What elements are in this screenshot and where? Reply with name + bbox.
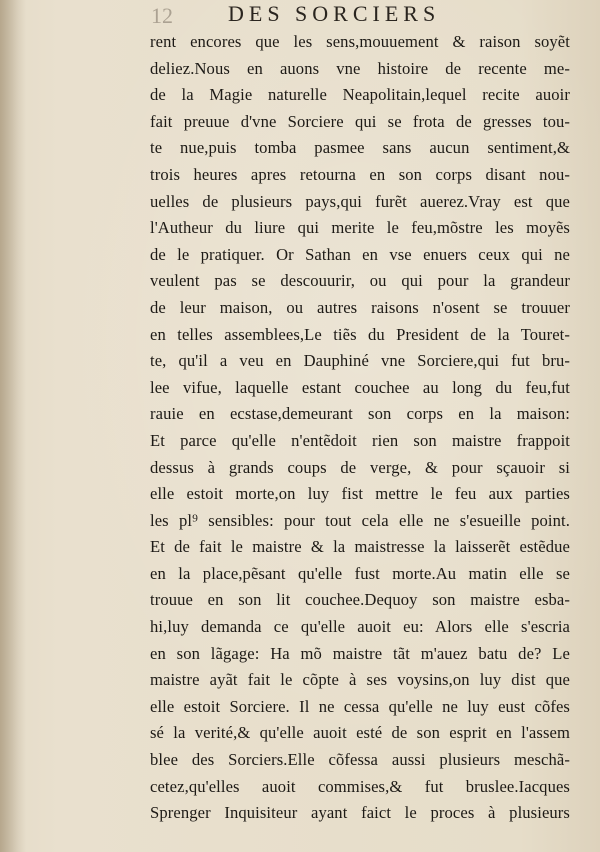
text-line: rauie en ecstase,demeurant son corps en la maison: [150,404,570,424]
running-head: DES SORCIERS [228,1,441,26]
page-number: 12 [151,3,173,28]
text-line: cetez,qu'elles auoit commises,& fut bruslee.Iacques [150,776,570,796]
text-line: deliez.Nous en auons vne histoire de recente me- [150,58,570,78]
text-line: de leur maison, ou autres raisons n'osent se trouuer [150,297,570,317]
text-line: trois heures apres retourna en son corps disant nou- [150,164,570,184]
text-line: trouue en son lit couchee.Dequoy son maistre esba- [150,590,570,610]
text-line: en telles assemblees,Le tiẽs du President de la Touret- [150,324,570,344]
text-line: dessus à grands coups de verge, & pour sçauoir si [150,457,570,477]
text-line: te, qu'il a veu en Dauphiné vne Sorciere,qui fut bru- [150,351,570,371]
text-line: elle estoit Sorciere. Il ne cessa qu'elle ne luy eust cõfes [150,696,570,716]
text-line: maistre ayãt fait le cõpte à ses voysins,on luy dist que [150,670,570,690]
text-line: en la place,pẽsant qu'elle fust morte.Au matin elle se [150,563,570,583]
text-line: veulent pas se descouurir, ou qui pour la grandeur [150,271,570,291]
body-text [150,29,570,827]
text-line: blee des Sorciers.Elle cõfessa aussi plusieurs meschã- [150,750,570,770]
text-line: l'Autheur du liure qui merite le feu,mõstre les moyẽs [150,218,570,238]
text-line: Et de fait le maistre & la maistresse la laisserẽt estẽdue [150,537,570,557]
text-line: rent encores que les sens,mouuement & raison soyẽt [150,32,570,51]
text-line: uelles de plusieurs pays,qui furẽt auerez.Vray est que [150,191,570,211]
text-line: Sprenger Inquisiteur ayant faict le proces à plusieurs [150,803,570,823]
text-line: sé la verité,& qu'elle auoit esté de son esprit en l'assem [150,723,570,743]
text-line: de le pratiquer. Or Sathan en vse enuers ceux qui ne [150,244,570,264]
gutter-shadow [0,0,26,852]
text-line: les pl⁹ sensibles: pour tout cela elle ne s'esueille point. [150,510,570,530]
text-line: lee vifue, laquelle estant couchee au long du feu,fut [150,377,570,397]
text-line: hi,luy demanda ce qu'elle auoit eu: Alors elle s'escria [150,617,570,637]
text-line: de la Magie naturelle Neapolitain,lequel recite auoir [150,85,570,105]
text-line: te nue,puis tomba pasmee sans aucun sentiment,& [150,138,570,158]
text-line: Et parce qu'elle n'entẽdoit rien son maistre frappoit [150,430,570,450]
text-line: en son lãgage: Ha mõ maistre tãt m'auez batu de? Le [150,643,570,663]
text-line: fait preuue d'vne Sorciere qui se frota de gresses tou- [150,111,570,131]
text-line: elle estoit morte,on luy fist mettre le feu aux parties [150,484,570,504]
